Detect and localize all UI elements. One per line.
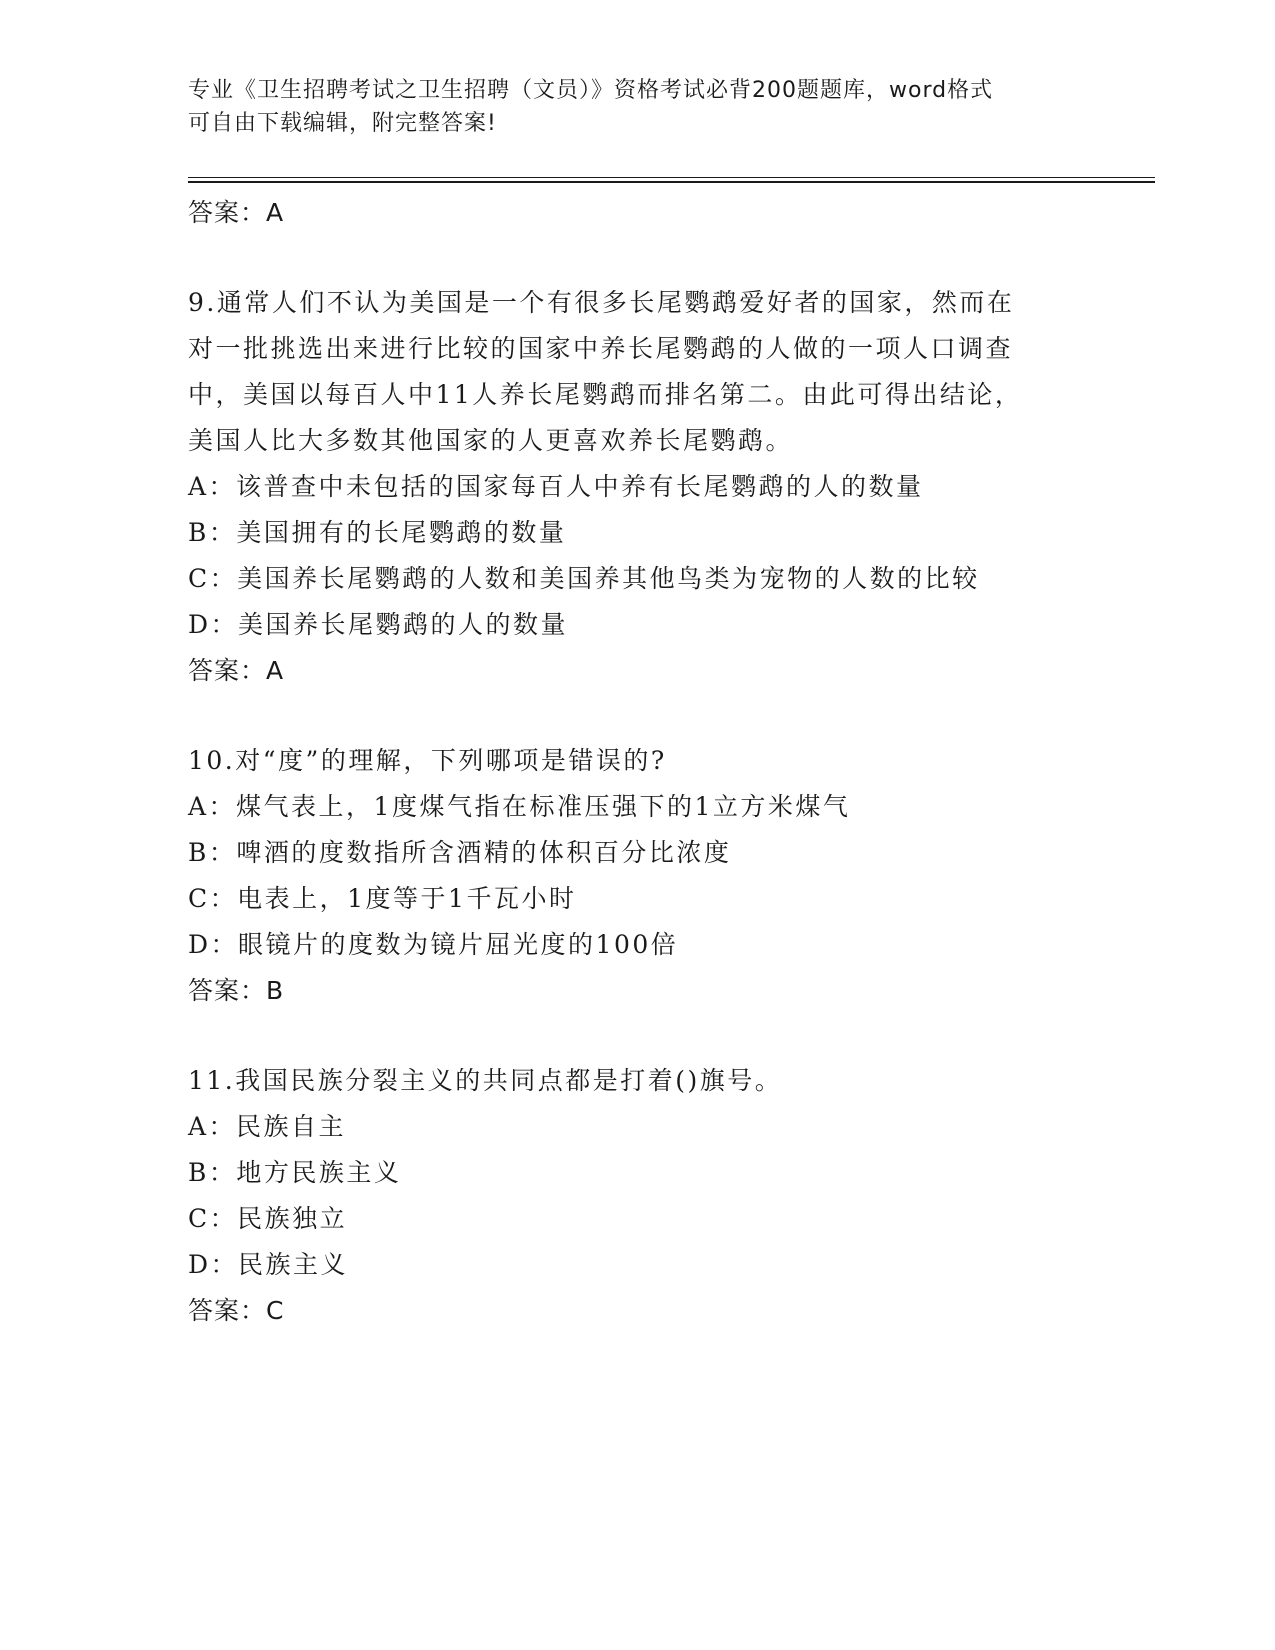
question-block-11 [188, 1058, 1088, 1334]
section-gap [188, 694, 1088, 738]
option-c: C：美国养长尾鹦鹉的人数和美国养其他鸟类为宠物的人数的比较 [188, 564, 980, 593]
document-header [188, 74, 1088, 140]
question-text-line: 9.通常人们不认为美国是一个有很多长尾鹦鹉爱好者的国家，然而在 [188, 288, 1015, 317]
question-text-line: 10.对“度”的理解，下列哪项是错误的? [188, 746, 667, 775]
answer-label: 答案：B [188, 976, 285, 1005]
option-a: A：该普查中未包括的国家每百人中养有长尾鹦鹉的人的数量 [188, 472, 924, 501]
answer-label: 答案：A [188, 656, 285, 685]
answer-label: 答案：C [188, 1296, 285, 1325]
question-text-line: 美国人比大多数其他国家的人更喜欢养长尾鹦鹉。 [188, 426, 794, 455]
question-text-line: 11.我国民族分裂主义的共同点都是打着()旗号。 [188, 1066, 783, 1095]
question-block-9 [188, 280, 1088, 694]
option-c: C：电表上，1度等于1千瓦小时 [188, 884, 577, 913]
previous-question-answer: 答案：A [188, 198, 285, 227]
header-divider-thick [188, 181, 1155, 183]
question-text-line: 中，美国以每百人中11人养长尾鹦鹉而排名第二。由此可得出结论， [188, 380, 1023, 409]
section-gap [188, 236, 1088, 280]
option-b: B：地方民族主义 [188, 1158, 402, 1187]
option-a: A：民族自主 [188, 1112, 347, 1141]
option-d: D：民族主义 [188, 1250, 349, 1279]
header-title-line-1: 专业《卫生招聘考试之卫生招聘（文员）》资格考试必背200题题库，word格式 [188, 78, 994, 103]
option-b: B：美国拥有的长尾鹦鹉的数量 [188, 518, 567, 547]
question-text-line: 对一批挑选出来进行比较的国家中养长尾鹦鹉的人做的一项人口调查 [188, 334, 1014, 363]
option-c: C：民族独立 [188, 1204, 348, 1233]
header-divider-thin [188, 177, 1155, 178]
question-list [188, 190, 1088, 1334]
option-d: D：美国养长尾鹦鹉的人的数量 [188, 610, 569, 639]
option-a: A：煤气表上，1度煤气指在标准压强下的1立方米煤气 [188, 792, 851, 821]
header-title-line-2: 可自由下载编辑，附完整答案! [188, 111, 497, 136]
question-block-10 [188, 738, 1088, 1014]
option-d: D：眼镜片的度数为镜片屈光度的100倍 [188, 930, 679, 959]
section-gap [188, 1014, 1088, 1058]
option-b: B：啤酒的度数指所含酒精的体积百分比浓度 [188, 838, 732, 867]
